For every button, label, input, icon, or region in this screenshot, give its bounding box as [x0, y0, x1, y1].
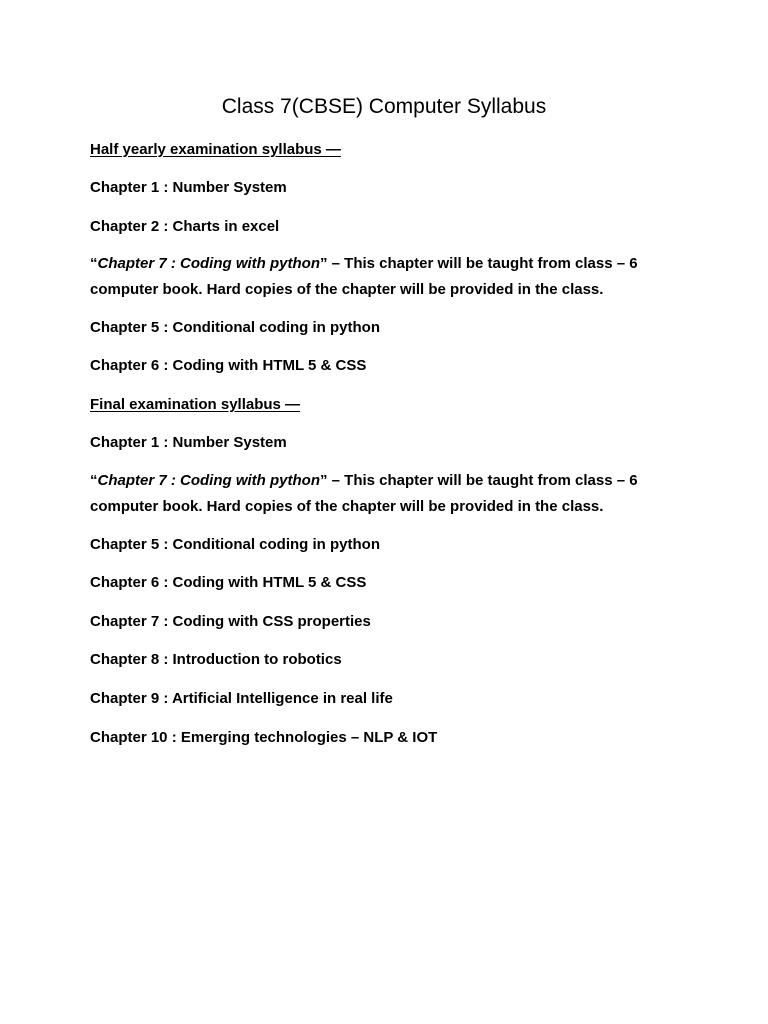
- note-chapter: Chapter 7 : Coding with python: [97, 255, 320, 272]
- final-item-7: Chapter 10 : Emerging technologies – NLP & IOT: [90, 729, 438, 746]
- half-yearly-note: [90, 251, 670, 303]
- final-heading: Final examination syllabus —: [90, 396, 301, 413]
- note-chapter: Chapter 7 : Coding with python: [97, 472, 320, 489]
- note-text: – This chapter will be taught from class – 6 computer book. Hard copies of the chapter will be provided in the class.: [90, 255, 638, 298]
- page-title: Class 7(CBSE) Computer Syllabus: [221, 95, 547, 118]
- half-yearly-item-2: Chapter 2 : Charts in excel: [90, 218, 280, 235]
- final-item-6: Chapter 9 : Artificial Intelligence in real life: [90, 690, 393, 707]
- note-text: – This chapter will be taught from class – 6 computer book. Hard copies of the chapter will be provided in the class.: [90, 472, 638, 515]
- half-yearly-item-1: Chapter 1 : Number System: [90, 179, 287, 196]
- close-quote: ”: [319, 472, 328, 489]
- final-item-1: Chapter 1 : Number System: [90, 434, 287, 451]
- open-quote: “: [90, 472, 98, 489]
- final-item-4: Chapter 7 : Coding with CSS properties: [90, 613, 371, 630]
- final-item-3: Chapter 6 : Coding with HTML 5 & CSS: [90, 574, 367, 591]
- half-yearly-item-3: Chapter 5 : Conditional coding in python: [90, 319, 380, 336]
- final-note: [90, 468, 670, 520]
- final-item-5: Chapter 8 : Introduction to robotics: [90, 651, 342, 668]
- open-quote: “: [90, 255, 98, 272]
- close-quote: ”: [319, 255, 328, 272]
- half-yearly-item-4: Chapter 6 : Coding with HTML 5 & CSS: [90, 357, 367, 374]
- final-item-2: Chapter 5 : Conditional coding in python: [90, 536, 380, 553]
- half-yearly-heading: Half yearly examination syllabus —: [90, 141, 341, 158]
